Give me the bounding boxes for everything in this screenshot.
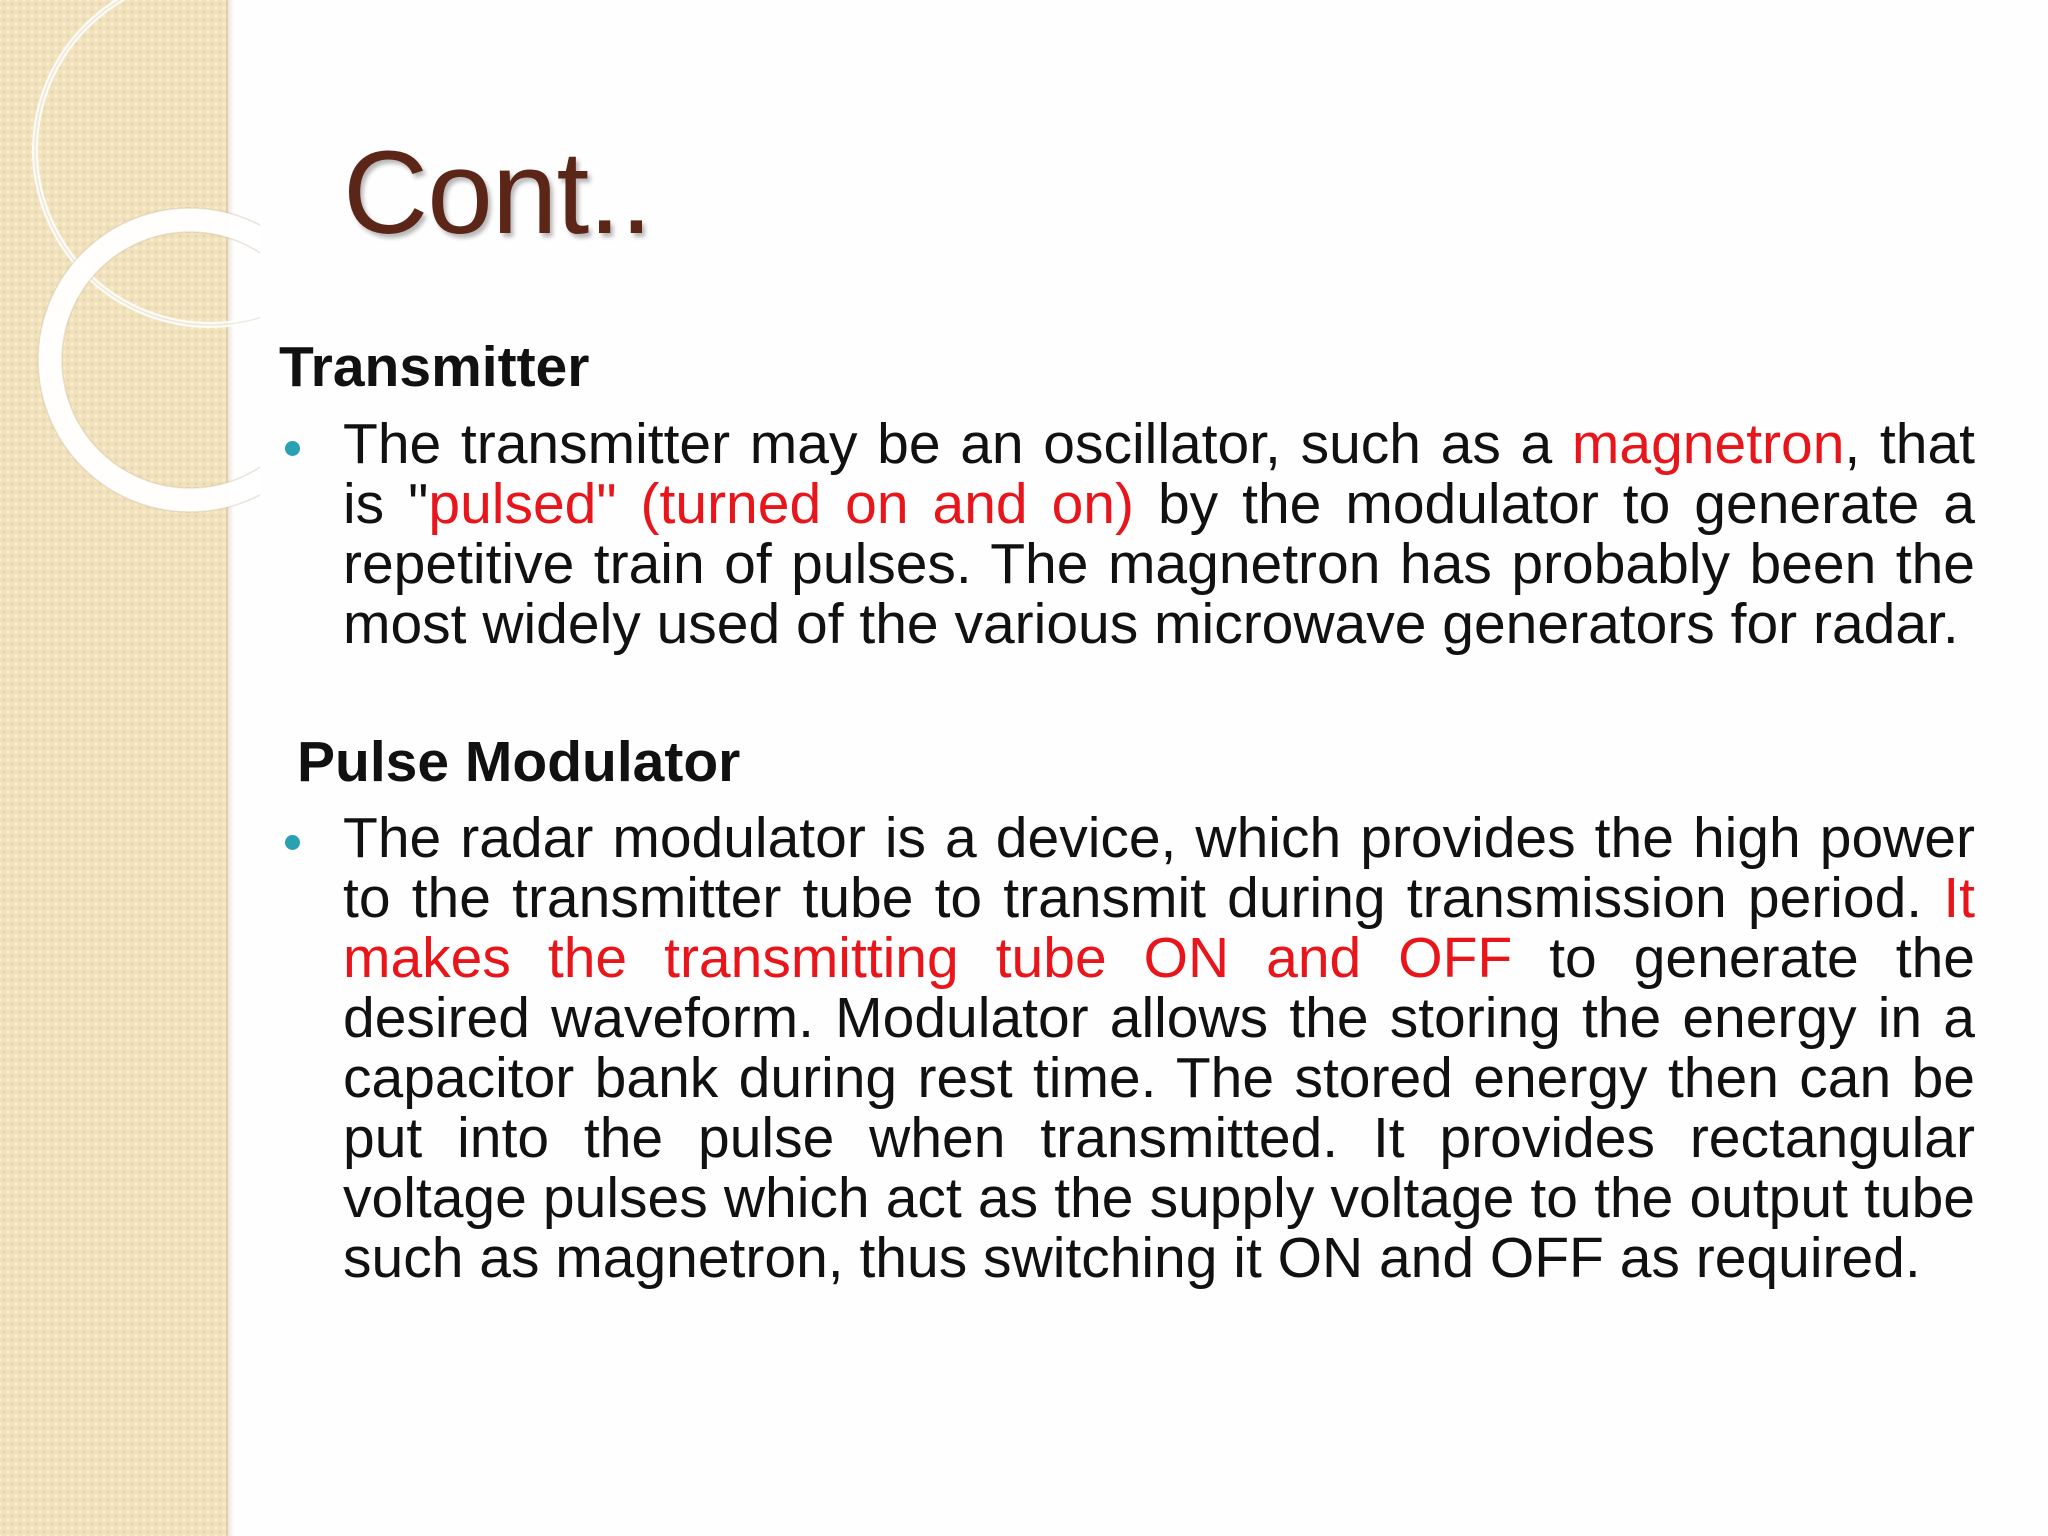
text-run: The transmitter may be an oscillator, such as a [343, 412, 1572, 476]
bullet-dot-icon [285, 441, 300, 456]
highlight-magnetron: magnetron [1571, 412, 1845, 476]
decorative-rings-icon [0, 0, 260, 520]
bullet-dot-icon [285, 835, 300, 850]
slide-title: Cont.. [343, 127, 652, 259]
section-heading-transmitter: Transmitter [279, 335, 590, 399]
text-run: by the modulator to generate a repetitive train of pulses. The magnetron has probably been the most widely used of the various microwave generators for radar. [343, 472, 1975, 656]
text-run: to generate the desired waveform. Modulator allows the storing the energy in a capacitor bank during rest time. The stored energy then can be put into the pulse when transmitted. It provides rectangular voltage pulses which act as the supply voltage to the output tube such as magnetron, thus switching it ON and OFF as required. [343, 926, 1975, 1290]
highlight-on-off: It makes the transmitting tube ON and OFF [343, 866, 1975, 990]
bullet-item-pulse-modulator [343, 808, 1975, 1288]
bullet-text-pulse-modulator [343, 808, 1975, 1288]
text-run: , that is " [343, 412, 1976, 536]
section-heading-pulse-modulator: Pulse Modulator [297, 730, 741, 794]
bullet-text-transmitter [343, 414, 1975, 654]
bullet-item-transmitter [343, 414, 1975, 654]
text-run: The radar modulator is a device, which provides the high power to the transmitter tube to transmit during transmission period. [343, 806, 1975, 930]
highlight-pulsed: pulsed" (turned on and on) [428, 472, 1134, 536]
